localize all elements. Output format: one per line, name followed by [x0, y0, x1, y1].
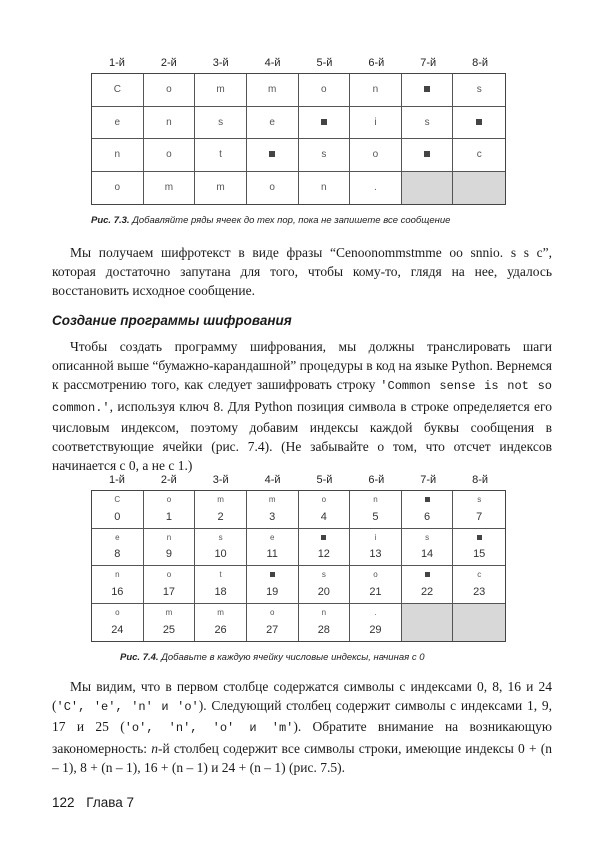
figure-7-3-caption-label: Рис. 7.3.: [91, 215, 130, 226]
cell-index: 22: [420, 585, 434, 598]
paragraph-2-part1: Чтобы создать программу шифрования, мы должны транслировать шаги описанной выше “бумажно-карандашной” процедуры в код на языке Python. Вернемся к рассмотрению того, как следует зашифровать строку: [52, 339, 552, 393]
cell-character: [269, 149, 275, 160]
figure-7-3-column-headers: [91, 57, 506, 69]
grid-cell: [453, 74, 505, 107]
space-marker-icon: [424, 151, 430, 157]
column-header: 5-й: [316, 474, 333, 486]
grid-cell: [402, 529, 454, 567]
column-header: 3-й: [212, 57, 229, 69]
cell-character: o: [114, 182, 121, 194]
cell-index: 5: [372, 510, 379, 523]
cell-character: C: [113, 84, 121, 96]
grid-cell: [195, 566, 247, 604]
grid-cell: [195, 107, 247, 140]
cell-character: m: [165, 607, 173, 617]
cell-character: s: [218, 116, 224, 128]
figure-7-4-grid: [91, 490, 506, 642]
space-marker-icon: [269, 151, 275, 157]
cell-index: 8: [114, 548, 121, 560]
cell-index: 10: [214, 548, 227, 560]
grid-cell: [247, 566, 299, 604]
grid-cell: [144, 566, 196, 604]
cell-character: n: [166, 116, 172, 128]
grid-cell: [299, 172, 351, 205]
grid-cell: [247, 139, 299, 172]
cell-character: m: [217, 607, 224, 617]
grid-cell: [195, 529, 247, 567]
cell-character: [424, 84, 430, 95]
grid-cell: [299, 566, 351, 604]
paragraph-2-part2: , используя ключ 8. Для Python позиция символа в строке определяется его числовым индексом, поэтому добавим индексы каждой буквы сообщения в соответствующие ячейки (рис. 7.4). (Не забывайте о том, что отсчет индексов начинается с 0, а не с 1.): [52, 398, 552, 474]
cell-character: o: [321, 495, 327, 504]
column-header: 5-й: [316, 57, 333, 69]
cell-index: 15: [473, 548, 486, 560]
cell-character: [424, 149, 430, 160]
grid-cell: [350, 74, 402, 107]
cell-index: 9: [165, 548, 172, 560]
italic-n: n: [151, 740, 158, 756]
cell-character: [247, 570, 298, 579]
grid-cell: [299, 107, 351, 140]
cell-index: 19: [266, 585, 279, 598]
cell-character: m: [268, 495, 276, 504]
grid-cell: [453, 491, 505, 529]
grid-cell: [247, 107, 299, 140]
grid-cell: [402, 74, 454, 107]
grid-cell: [92, 139, 144, 172]
grid-cell: [195, 172, 247, 205]
grid-cell: [92, 74, 144, 107]
cell-character: s: [424, 116, 430, 128]
column-header: 2-й: [160, 57, 177, 69]
cell-character: [321, 117, 327, 128]
cell-character: o: [166, 84, 172, 96]
paragraph-3-part4: -й столбец содержит все символы строки, имеющие индексы 0 + (n – 1), 8 + (n – 1), 16 + (n – 1) и 24 + (n – 1) (рис. 7.5).: [52, 740, 552, 775]
grid-cell: [350, 529, 402, 567]
paragraph-column-pattern: [52, 677, 552, 777]
figure-7-3-caption-text: Добавляйте ряды ячеек до тех пор, пока не запишете все сообщение: [132, 215, 451, 226]
cell-index: 26: [214, 624, 227, 636]
cell-index: 21: [369, 585, 382, 598]
cell-character: C: [114, 495, 121, 504]
grid-cell: [247, 491, 299, 529]
cell-index: 23: [473, 585, 486, 598]
chapter-label: Глава 7: [86, 795, 135, 810]
column-header: 7-й: [420, 474, 437, 486]
cell-index: 29: [369, 624, 382, 636]
grid-cell: [144, 529, 196, 567]
cell-index: 20: [317, 585, 330, 598]
cell-index: 0: [114, 510, 121, 523]
space-marker-icon: [321, 535, 326, 540]
grid-cell: [92, 604, 144, 642]
grid-cell: [247, 529, 299, 567]
figure-7-4-caption-text: Добавьте в каждую ячейку числовые индексы, начиная с 0: [161, 652, 425, 663]
paragraph-3-part3: ). Обратите внимание на возникающую закономерность:: [52, 719, 552, 756]
column-header: 2-й: [160, 474, 177, 486]
cell-character: n: [372, 84, 379, 96]
grid-cell: [247, 604, 299, 642]
figure-7-4-caption: [120, 652, 425, 663]
cell-character: n: [373, 495, 378, 504]
cell-character: i: [374, 532, 377, 542]
grid-cell: [453, 139, 505, 172]
cell-character: o: [166, 495, 172, 504]
grid-cell: [144, 74, 196, 107]
column-header: 4-й: [264, 474, 281, 486]
cell-index: 1: [165, 510, 172, 523]
cell-index: 24: [111, 624, 124, 636]
cell-character: c: [476, 149, 482, 161]
cell-index: 4: [320, 510, 327, 523]
section-heading: Создание программы шифрования: [52, 313, 292, 328]
grid-cell: [247, 172, 299, 205]
grid-cell: [92, 172, 144, 205]
grid-cell: [402, 491, 454, 529]
grid-cell: [195, 74, 247, 107]
figure-7-4-caption-label: Рис. 7.4.: [120, 652, 159, 663]
cell-character: s: [477, 495, 482, 504]
page-number: 122: [52, 795, 75, 810]
cell-character: e: [115, 532, 120, 542]
cell-character: m: [216, 84, 225, 96]
cell-character: [476, 117, 482, 128]
grid-cell: [402, 107, 454, 140]
grid-cell: [92, 491, 144, 529]
paragraph-3-part2: ). Следующий столбец содержит символы с индексами 1, 9, 17 и 25 (: [52, 698, 552, 735]
grid-cell: [350, 107, 402, 140]
grid-cell: [350, 491, 402, 529]
grid-cell: [299, 139, 351, 172]
cell-character: m: [268, 84, 277, 96]
column-header: 8-й: [472, 57, 489, 69]
column-header: 8-й: [472, 474, 489, 486]
space-marker-icon: [477, 535, 482, 540]
grid-cell: [195, 139, 247, 172]
column-header: 1-й: [108, 57, 125, 69]
space-marker-icon: [270, 572, 275, 577]
cell-index: 11: [266, 548, 278, 560]
cell-character: n: [114, 149, 121, 161]
grid-cell: [402, 566, 454, 604]
cell-character: [402, 570, 453, 579]
grid-cell: [144, 491, 196, 529]
cell-index: 16: [111, 585, 124, 598]
grid-cell: [453, 172, 505, 205]
grid-cell: [299, 529, 351, 567]
grid-cell: [402, 604, 454, 642]
grid-cell: [299, 491, 351, 529]
cell-character: i: [374, 116, 377, 128]
column-header: 6-й: [368, 57, 385, 69]
column-header: 6-й: [368, 474, 385, 486]
cell-character: o: [166, 149, 172, 161]
grid-cell: [350, 604, 402, 642]
cell-character: n: [321, 607, 327, 617]
cell-character: t: [219, 570, 222, 579]
code-chars-column-1: 'C', 'e', 'n' и 'o': [56, 700, 199, 715]
paragraph-create-program: [52, 337, 552, 475]
cell-character: s: [321, 149, 327, 161]
column-header: 7-й: [420, 57, 437, 69]
grid-cell: [453, 107, 505, 140]
cell-index: 2: [217, 510, 224, 523]
cell-character: m: [217, 495, 224, 504]
cell-index: 12: [317, 548, 330, 560]
column-header: 4-й: [264, 57, 281, 69]
code-chars-column-2: 'o', 'n', 'o' и 'm': [124, 721, 294, 736]
page-footer: [52, 795, 134, 810]
cell-character: e: [114, 116, 121, 128]
cell-index: 18: [214, 585, 227, 598]
grid-cell: [144, 172, 196, 205]
cell-character: n: [166, 532, 172, 542]
cell-character: .: [374, 607, 377, 617]
grid-cell: [144, 604, 196, 642]
cell-index: 25: [162, 624, 176, 636]
cell-character: s: [476, 84, 482, 96]
grid-cell: [350, 172, 402, 205]
cell-character: m: [164, 182, 174, 194]
cell-character: [402, 495, 453, 504]
cell-index: 7: [476, 510, 483, 523]
grid-cell: [402, 139, 454, 172]
cell-character: o: [321, 84, 327, 96]
paragraph-ciphertext-result: [52, 243, 552, 301]
cell-character: o: [269, 182, 275, 194]
grid-cell: [144, 139, 196, 172]
cell-character: e: [269, 116, 275, 128]
cell-character: n: [115, 570, 120, 579]
cell-character: n: [321, 182, 327, 194]
grid-cell: [195, 491, 247, 529]
cell-character: o: [115, 607, 120, 617]
grid-cell: [299, 74, 351, 107]
cell-character: s: [321, 570, 326, 579]
column-header: 1-й: [108, 474, 125, 486]
cell-character: [299, 533, 350, 542]
cell-index: 17: [162, 585, 176, 598]
grid-cell: [453, 566, 505, 604]
grid-cell: [453, 529, 505, 567]
code-string-literal: 'Common sense is not so common.': [52, 379, 552, 415]
paragraph-3-part1: Мы видим, что в первом столбце содержатся символы с индексами 0, 8, 16 и 24 (: [52, 679, 552, 714]
cell-character: s: [425, 532, 430, 542]
cell-character: e: [269, 532, 275, 542]
space-marker-icon: [425, 497, 430, 502]
space-marker-icon: [424, 86, 430, 92]
cell-index: 3: [269, 510, 276, 523]
space-marker-icon: [476, 119, 482, 125]
space-marker-icon: [425, 572, 430, 577]
space-marker-icon: [321, 119, 327, 125]
cell-character: o: [166, 570, 172, 579]
figure-7-3-caption: [91, 215, 450, 226]
cell-character: m: [216, 182, 225, 194]
cell-index: 6: [424, 510, 431, 523]
cell-index: 28: [317, 624, 330, 636]
grid-cell: [402, 172, 454, 205]
grid-cell: [299, 604, 351, 642]
cell-index: 13: [369, 548, 382, 560]
grid-cell: [453, 604, 505, 642]
cell-character: .: [374, 182, 377, 194]
figure-7-3-grid: [91, 73, 506, 205]
cell-index: 27: [266, 624, 279, 636]
cell-character: t: [219, 149, 222, 161]
cell-index: 14: [420, 548, 434, 560]
grid-cell: [92, 107, 144, 140]
cell-character: c: [477, 570, 482, 579]
column-header: 3-й: [212, 474, 229, 486]
grid-cell: [92, 566, 144, 604]
figure-7-4-column-headers: [91, 474, 506, 486]
paragraph-1-text: Мы получаем шифротекст в виде фразы “Cenoonommstmme oo snnio. s s c”, которая достаточно запутана для того, чтобы кому-то, глядя на нее, удалось восстановить исходное сообщение.: [52, 245, 552, 299]
grid-cell: [350, 139, 402, 172]
cell-character: s: [218, 532, 223, 542]
grid-cell: [195, 604, 247, 642]
grid-cell: [350, 566, 402, 604]
cell-character: o: [373, 570, 378, 579]
grid-cell: [92, 529, 144, 567]
grid-cell: [247, 74, 299, 107]
cell-character: o: [372, 149, 379, 161]
cell-character: [453, 533, 505, 542]
grid-cell: [144, 107, 196, 140]
cell-character: o: [269, 607, 275, 617]
